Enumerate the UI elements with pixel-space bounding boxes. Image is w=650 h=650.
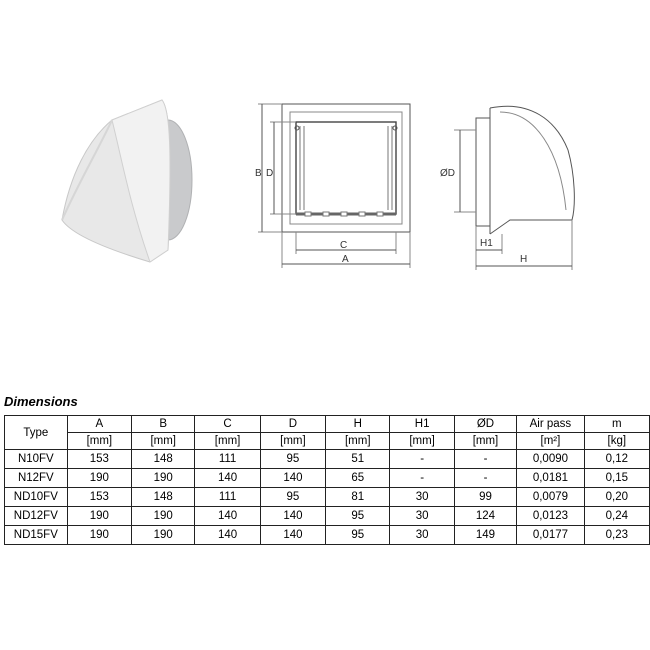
cell-type: ND12FV — [5, 507, 68, 526]
side-view-drawing — [454, 106, 574, 270]
cell-d: 95 — [260, 488, 325, 507]
table-row — [5, 469, 650, 488]
product-drawing — [0, 0, 650, 290]
cell-h: 95 — [326, 526, 390, 545]
header-od: ØD — [454, 416, 516, 433]
cell-od: 99 — [454, 488, 516, 507]
unit-h1: [mm] — [390, 433, 454, 450]
cell-b: 190 — [132, 507, 195, 526]
header-h1: H1 — [390, 416, 454, 433]
header-d: D — [260, 416, 325, 433]
header-c: C — [195, 416, 260, 433]
cell-c: 111 — [195, 488, 260, 507]
cell-od: - — [454, 469, 516, 488]
cell-a: 153 — [67, 488, 131, 507]
header-air-pass: Air pass — [517, 416, 584, 433]
cell-m: 0,15 — [584, 469, 649, 488]
table-row — [5, 488, 650, 507]
cell-h1: - — [390, 450, 454, 469]
unit-d: [mm] — [260, 433, 325, 450]
cell-od: 149 — [454, 526, 516, 545]
cell-type: N10FV — [5, 450, 68, 469]
cell-h: 81 — [326, 488, 390, 507]
label-a: A — [342, 254, 349, 265]
cell-h1: - — [390, 469, 454, 488]
cell-air-pass: 0,0090 — [517, 450, 584, 469]
cell-c: 140 — [195, 507, 260, 526]
cell-b: 148 — [132, 450, 195, 469]
table-row — [5, 526, 650, 545]
cell-m: 0,23 — [584, 526, 649, 545]
cell-h1: 30 — [390, 488, 454, 507]
front-view-drawing — [258, 104, 410, 268]
header-b: B — [132, 416, 195, 433]
cell-type: ND15FV — [5, 526, 68, 545]
table-header-row — [5, 416, 650, 433]
cell-air-pass: 0,0123 — [517, 507, 584, 526]
unit-air-pass: [m²] — [517, 433, 584, 450]
label-h1: H1 — [480, 238, 493, 249]
label-h: H — [520, 254, 528, 265]
drawing-svg — [0, 0, 650, 290]
cell-od: 124 — [454, 507, 516, 526]
cell-d: 95 — [260, 450, 325, 469]
cell-a: 190 — [67, 526, 131, 545]
vent-render-image — [62, 100, 192, 262]
label-c: C — [340, 240, 348, 251]
cell-h: 95 — [326, 507, 390, 526]
cell-c: 140 — [195, 526, 260, 545]
unit-c: [mm] — [195, 433, 260, 450]
cell-h1: 30 — [390, 507, 454, 526]
unit-a: [mm] — [67, 433, 131, 450]
header-type: Type — [5, 416, 68, 450]
cell-m: 0,20 — [584, 488, 649, 507]
cell-type: N12FV — [5, 469, 68, 488]
header-a: A — [67, 416, 131, 433]
cell-h1: 30 — [390, 526, 454, 545]
cell-b: 190 — [132, 469, 195, 488]
cell-d: 140 — [260, 469, 325, 488]
cell-air-pass: 0,0079 — [517, 488, 584, 507]
header-m: m — [584, 416, 649, 433]
unit-b: [mm] — [132, 433, 195, 450]
label-b: B — [255, 168, 262, 179]
unit-m: [kg] — [584, 433, 649, 450]
cell-m: 0,24 — [584, 507, 649, 526]
cell-h: 65 — [326, 469, 390, 488]
cell-b: 148 — [132, 488, 195, 507]
table-row — [5, 450, 650, 469]
unit-od: [mm] — [454, 433, 516, 450]
cell-a: 153 — [67, 450, 131, 469]
cell-od: - — [454, 450, 516, 469]
section-title: Dimensions — [4, 394, 78, 409]
cell-air-pass: 0,0177 — [517, 526, 584, 545]
cell-h: 51 — [326, 450, 390, 469]
cell-c: 111 — [195, 450, 260, 469]
cell-b: 190 — [132, 526, 195, 545]
cell-type: ND10FV — [5, 488, 68, 507]
cell-c: 140 — [195, 469, 260, 488]
cell-a: 190 — [67, 507, 131, 526]
label-od: ØD — [440, 168, 455, 179]
label-d: D — [266, 168, 274, 179]
dimensions-table — [4, 415, 650, 545]
table-unit-row — [5, 433, 650, 450]
cell-m: 0,12 — [584, 450, 649, 469]
cell-d: 140 — [260, 526, 325, 545]
cell-a: 190 — [67, 469, 131, 488]
table-row — [5, 507, 650, 526]
header-h: H — [326, 416, 390, 433]
unit-h: [mm] — [326, 433, 390, 450]
cell-air-pass: 0,0181 — [517, 469, 584, 488]
cell-d: 140 — [260, 507, 325, 526]
